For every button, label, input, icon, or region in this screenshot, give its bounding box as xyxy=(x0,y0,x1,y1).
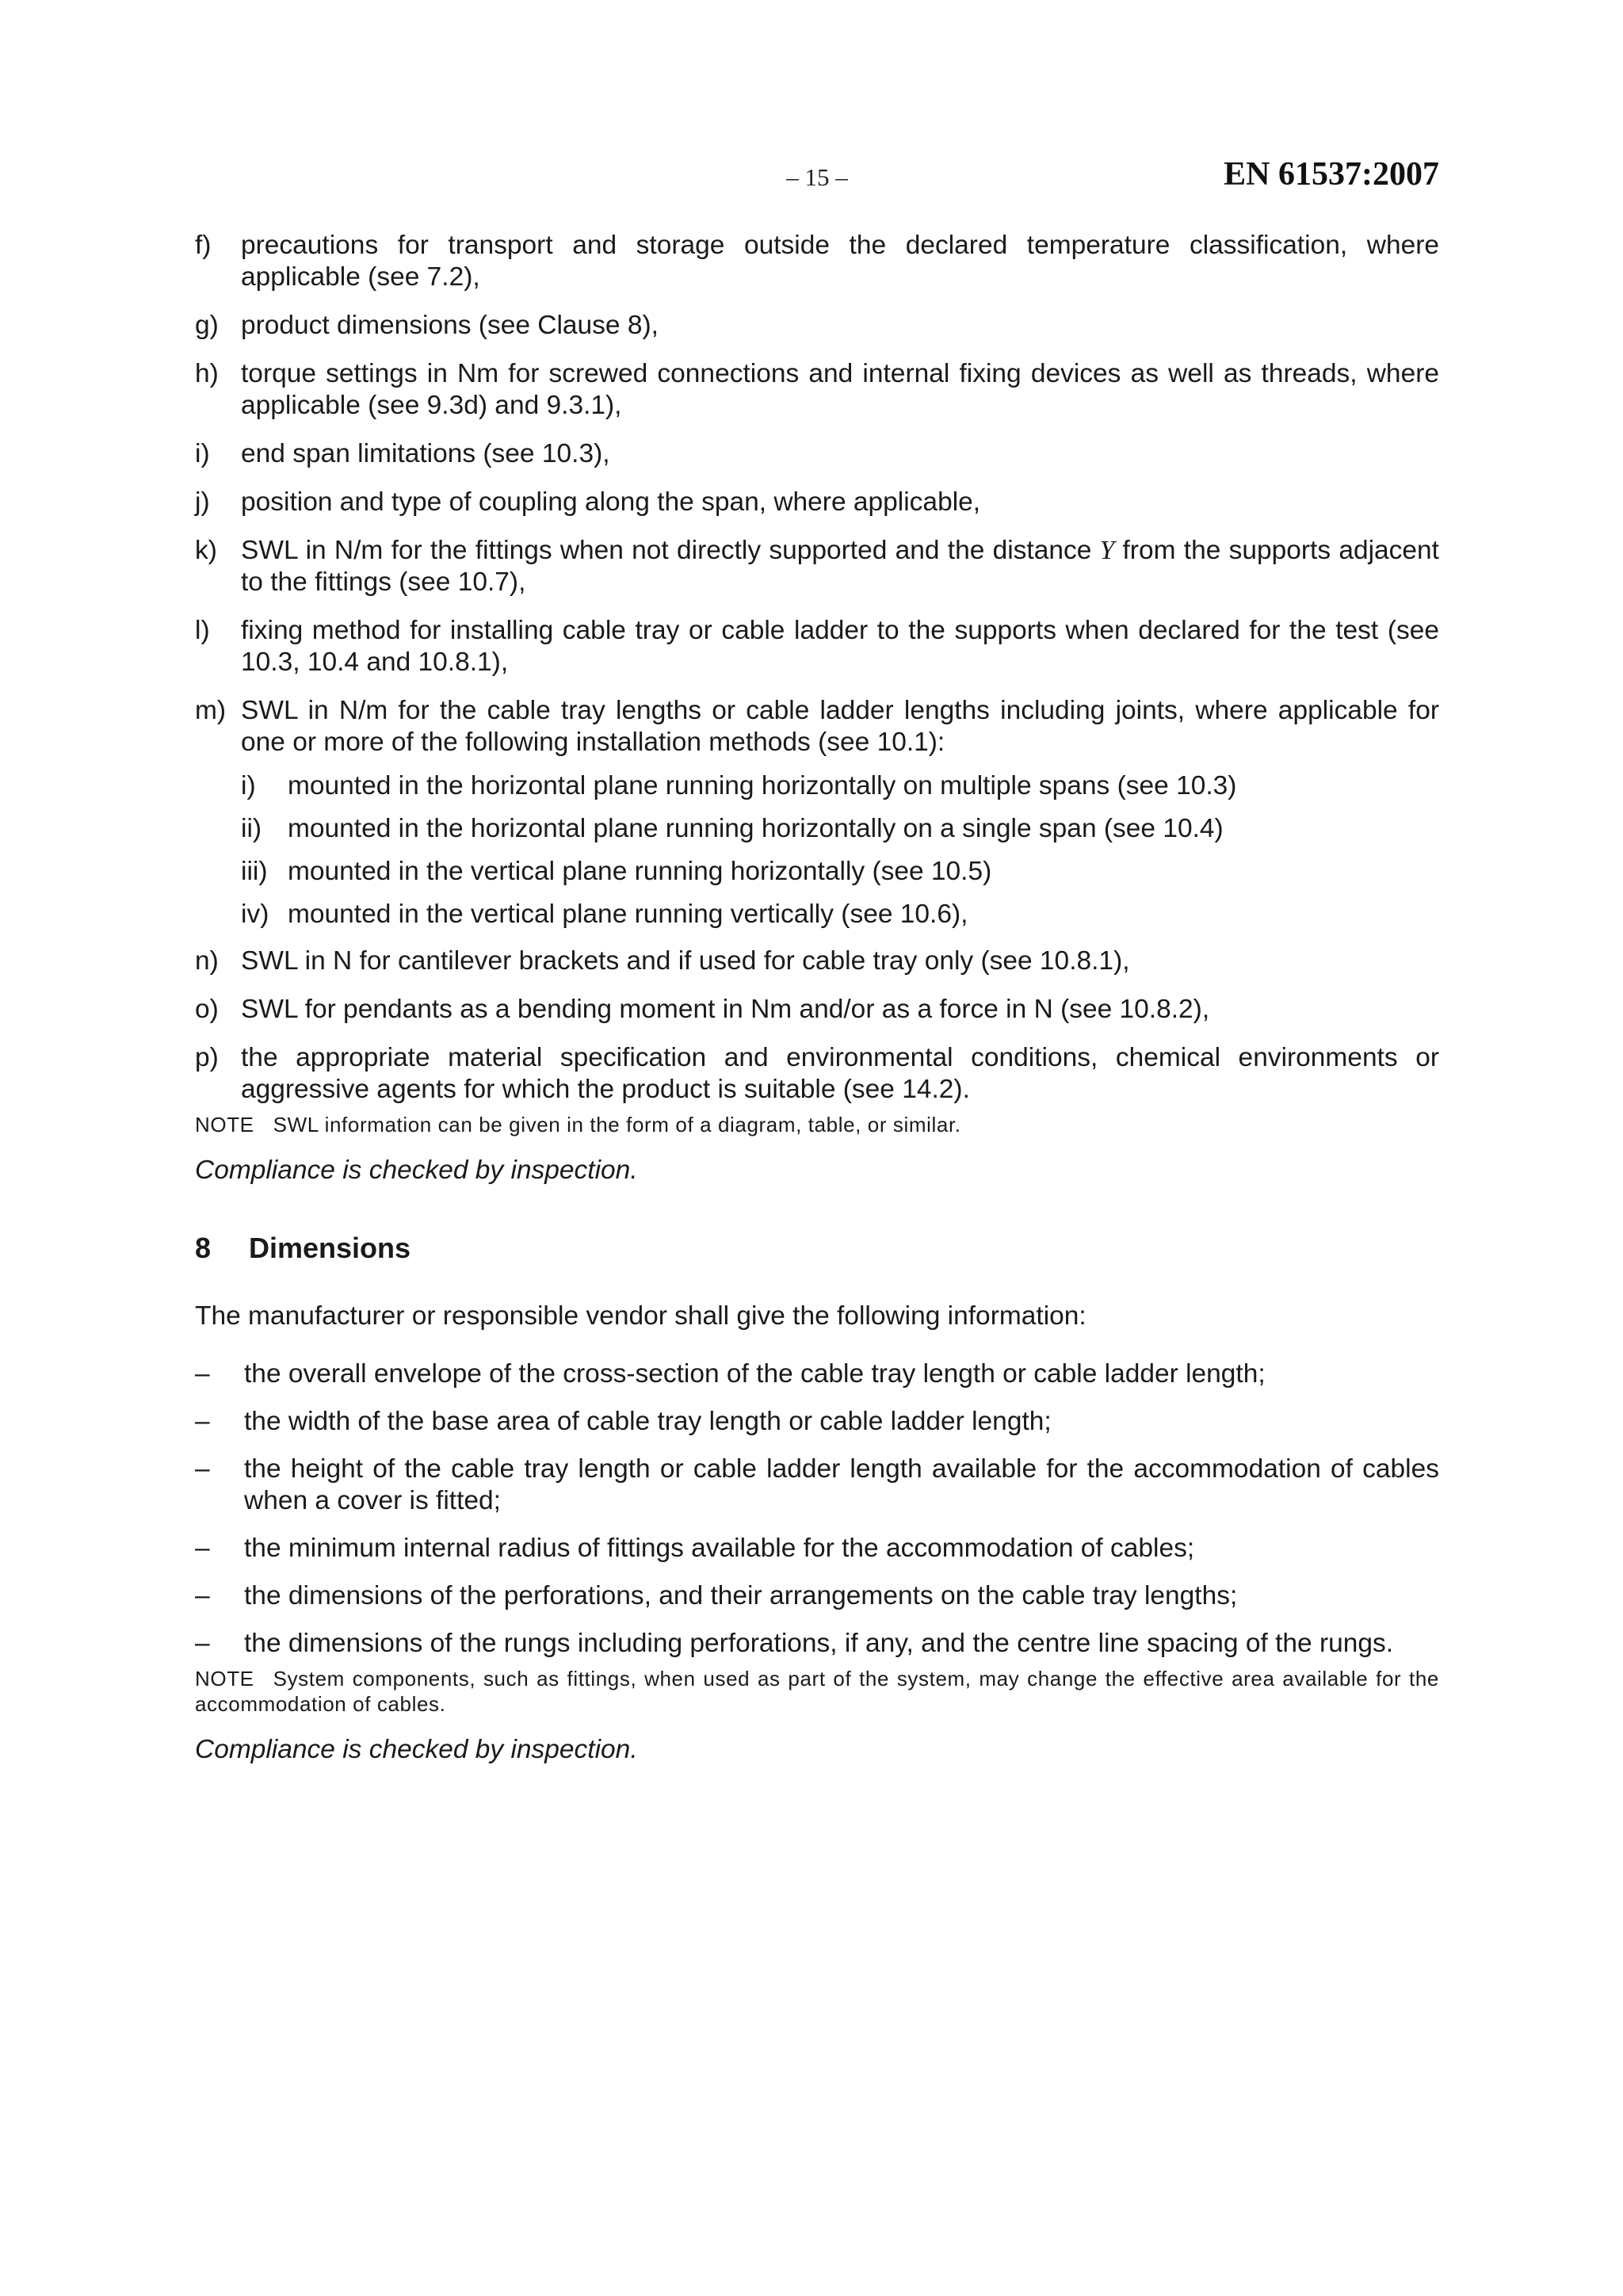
list-label: l) xyxy=(195,616,210,645)
list-text: precautions for transport and storage outside the declared temperature classification, where applicable (see 7.2), xyxy=(241,231,1439,292)
dimension-item xyxy=(195,1358,1439,1390)
dimension-item xyxy=(195,1580,1439,1612)
sublist-label: ii) xyxy=(241,814,262,843)
list-item-p xyxy=(195,1042,1439,1106)
list-item-k xyxy=(195,535,1439,598)
sublist-text: mounted in the vertical plane running vertically (see 10.6), xyxy=(288,900,968,929)
sublist-item xyxy=(241,813,1439,845)
document-id: EN 61537:2007 xyxy=(1224,156,1439,193)
note-label: NOTE xyxy=(195,1667,254,1690)
sublist-label: i) xyxy=(241,771,256,800)
page-number: – 15 – xyxy=(786,163,848,191)
sublist-item xyxy=(241,899,1439,930)
installation-methods-list xyxy=(195,770,1439,930)
sublist-item xyxy=(241,856,1439,888)
dash-bullet: – xyxy=(195,1407,210,1436)
note-system-components xyxy=(195,1666,1439,1717)
list-item-o xyxy=(195,994,1439,1026)
list-label: f) xyxy=(195,231,212,260)
list-label: h) xyxy=(195,359,219,388)
section-title: Dimensions xyxy=(249,1232,411,1264)
note-label: NOTE xyxy=(195,1113,254,1137)
list-text: end span limitations (see 10.3), xyxy=(241,439,610,468)
compliance-statement: Compliance is checked by inspection. xyxy=(195,1735,638,1764)
list-item-g xyxy=(195,310,1439,342)
dimension-text: the minimum internal radius of fittings available for the accommodation of cables; xyxy=(244,1534,1195,1563)
list-label: g) xyxy=(195,311,219,340)
list-text-part: from the supports adjacent to the fittings (see 10.7), xyxy=(241,536,1439,597)
list-text xyxy=(241,535,1439,598)
list-text: torque settings in Nm for screwed connections and internal fixing devices as well as threads, where applicable (see 9.3d) and 9.3.1), xyxy=(241,359,1439,420)
dimension-text: the dimensions of the perforations, and their arrangements on the cable tray lengths; xyxy=(244,1581,1238,1610)
dimension-text: the dimensions of the rungs including perforations, if any, and the centre line spacing of the rungs. xyxy=(244,1629,1394,1658)
sublist-item xyxy=(241,770,1439,802)
list-label: p) xyxy=(195,1043,219,1072)
list-item-h xyxy=(195,358,1439,422)
dash-bullet: – xyxy=(195,1359,210,1389)
list-label: m) xyxy=(195,696,227,725)
list-text: product dimensions (see Clause 8), xyxy=(241,311,659,340)
dash-bullet: – xyxy=(195,1629,210,1658)
list-item-j xyxy=(195,487,1439,518)
dimension-item xyxy=(195,1406,1439,1438)
note-swl xyxy=(195,1112,1439,1137)
dash-bullet: – xyxy=(195,1454,210,1484)
distance-variable: Y xyxy=(1099,536,1115,565)
list-item-m xyxy=(195,695,1439,758)
page-content xyxy=(195,230,1439,1766)
list-label: k) xyxy=(195,536,217,565)
list-item-i xyxy=(195,438,1439,470)
sublist-text: mounted in the vertical plane running horizontally (see 10.5) xyxy=(288,857,992,886)
dimension-item xyxy=(195,1454,1439,1517)
list-label: n) xyxy=(195,946,219,976)
sublist-text: mounted in the horizontal plane running horizontally on a single span (see 10.4) xyxy=(288,814,1224,843)
sublist-label: iv) xyxy=(241,900,269,929)
list-text-part: SWL in N/m for the fittings when not directly supported and the distance xyxy=(241,536,1100,565)
section-heading xyxy=(195,1232,1439,1264)
sublist-text: mounted in the horizontal plane running horizontally on multiple spans (see 10.3) xyxy=(288,771,1237,800)
sublist-label: iii) xyxy=(241,857,268,886)
dimension-item xyxy=(195,1628,1439,1660)
dimension-text: the overall envelope of the cross-section of the cable tray length or cable ladder length; xyxy=(244,1359,1266,1389)
list-text: the appropriate material specification and environmental conditions, chemical environments or aggressive agents for which the product is suitable (see 14.2). xyxy=(241,1043,1439,1104)
compliance-statement: Compliance is checked by inspection. xyxy=(195,1156,638,1185)
list-text: SWL for pendants as a bending moment in Nm and/or as a force in N (see 10.8.2), xyxy=(241,995,1210,1024)
list-label: i) xyxy=(195,439,210,468)
dash-bullet: – xyxy=(195,1581,210,1610)
list-label: j) xyxy=(195,487,210,517)
list-text: SWL in N/m for the cable tray lengths or cable ladder lengths including joints, where applicable for one or more of the following installation methods (see 10.1): xyxy=(241,696,1439,757)
list-item-l xyxy=(195,615,1439,678)
list-text: position and type of coupling along the span, where applicable, xyxy=(241,487,981,517)
note-text: SWL information can be given in the form of a diagram, table, or similar. xyxy=(273,1113,961,1137)
list-label: o) xyxy=(195,995,219,1024)
dimension-item xyxy=(195,1533,1439,1564)
list-item-f xyxy=(195,230,1439,293)
page-header xyxy=(195,155,1439,203)
dimension-text: the height of the cable tray length or cable ladder length available for the accommodation of cables when a cover is fitted; xyxy=(244,1454,1439,1515)
list-text: SWL in N for cantilever brackets and if used for cable tray only (see 10.8.1), xyxy=(241,946,1130,976)
dimension-text: the width of the base area of cable tray length or cable ladder length; xyxy=(244,1407,1052,1436)
section-intro: The manufacturer or responsible vendor shall give the following information: xyxy=(195,1301,1086,1331)
dash-bullet: – xyxy=(195,1534,210,1563)
list-text: fixing method for installing cable tray or cable ladder to the supports when declared for the test (see 10.3, 10.4 and 10.8.1), xyxy=(241,616,1439,677)
section-number: 8 xyxy=(195,1232,212,1264)
note-text: System components, such as fittings, when used as part of the system, may change the effective area available for the accommodation of cables. xyxy=(195,1667,1439,1716)
list-item-n xyxy=(195,946,1439,977)
